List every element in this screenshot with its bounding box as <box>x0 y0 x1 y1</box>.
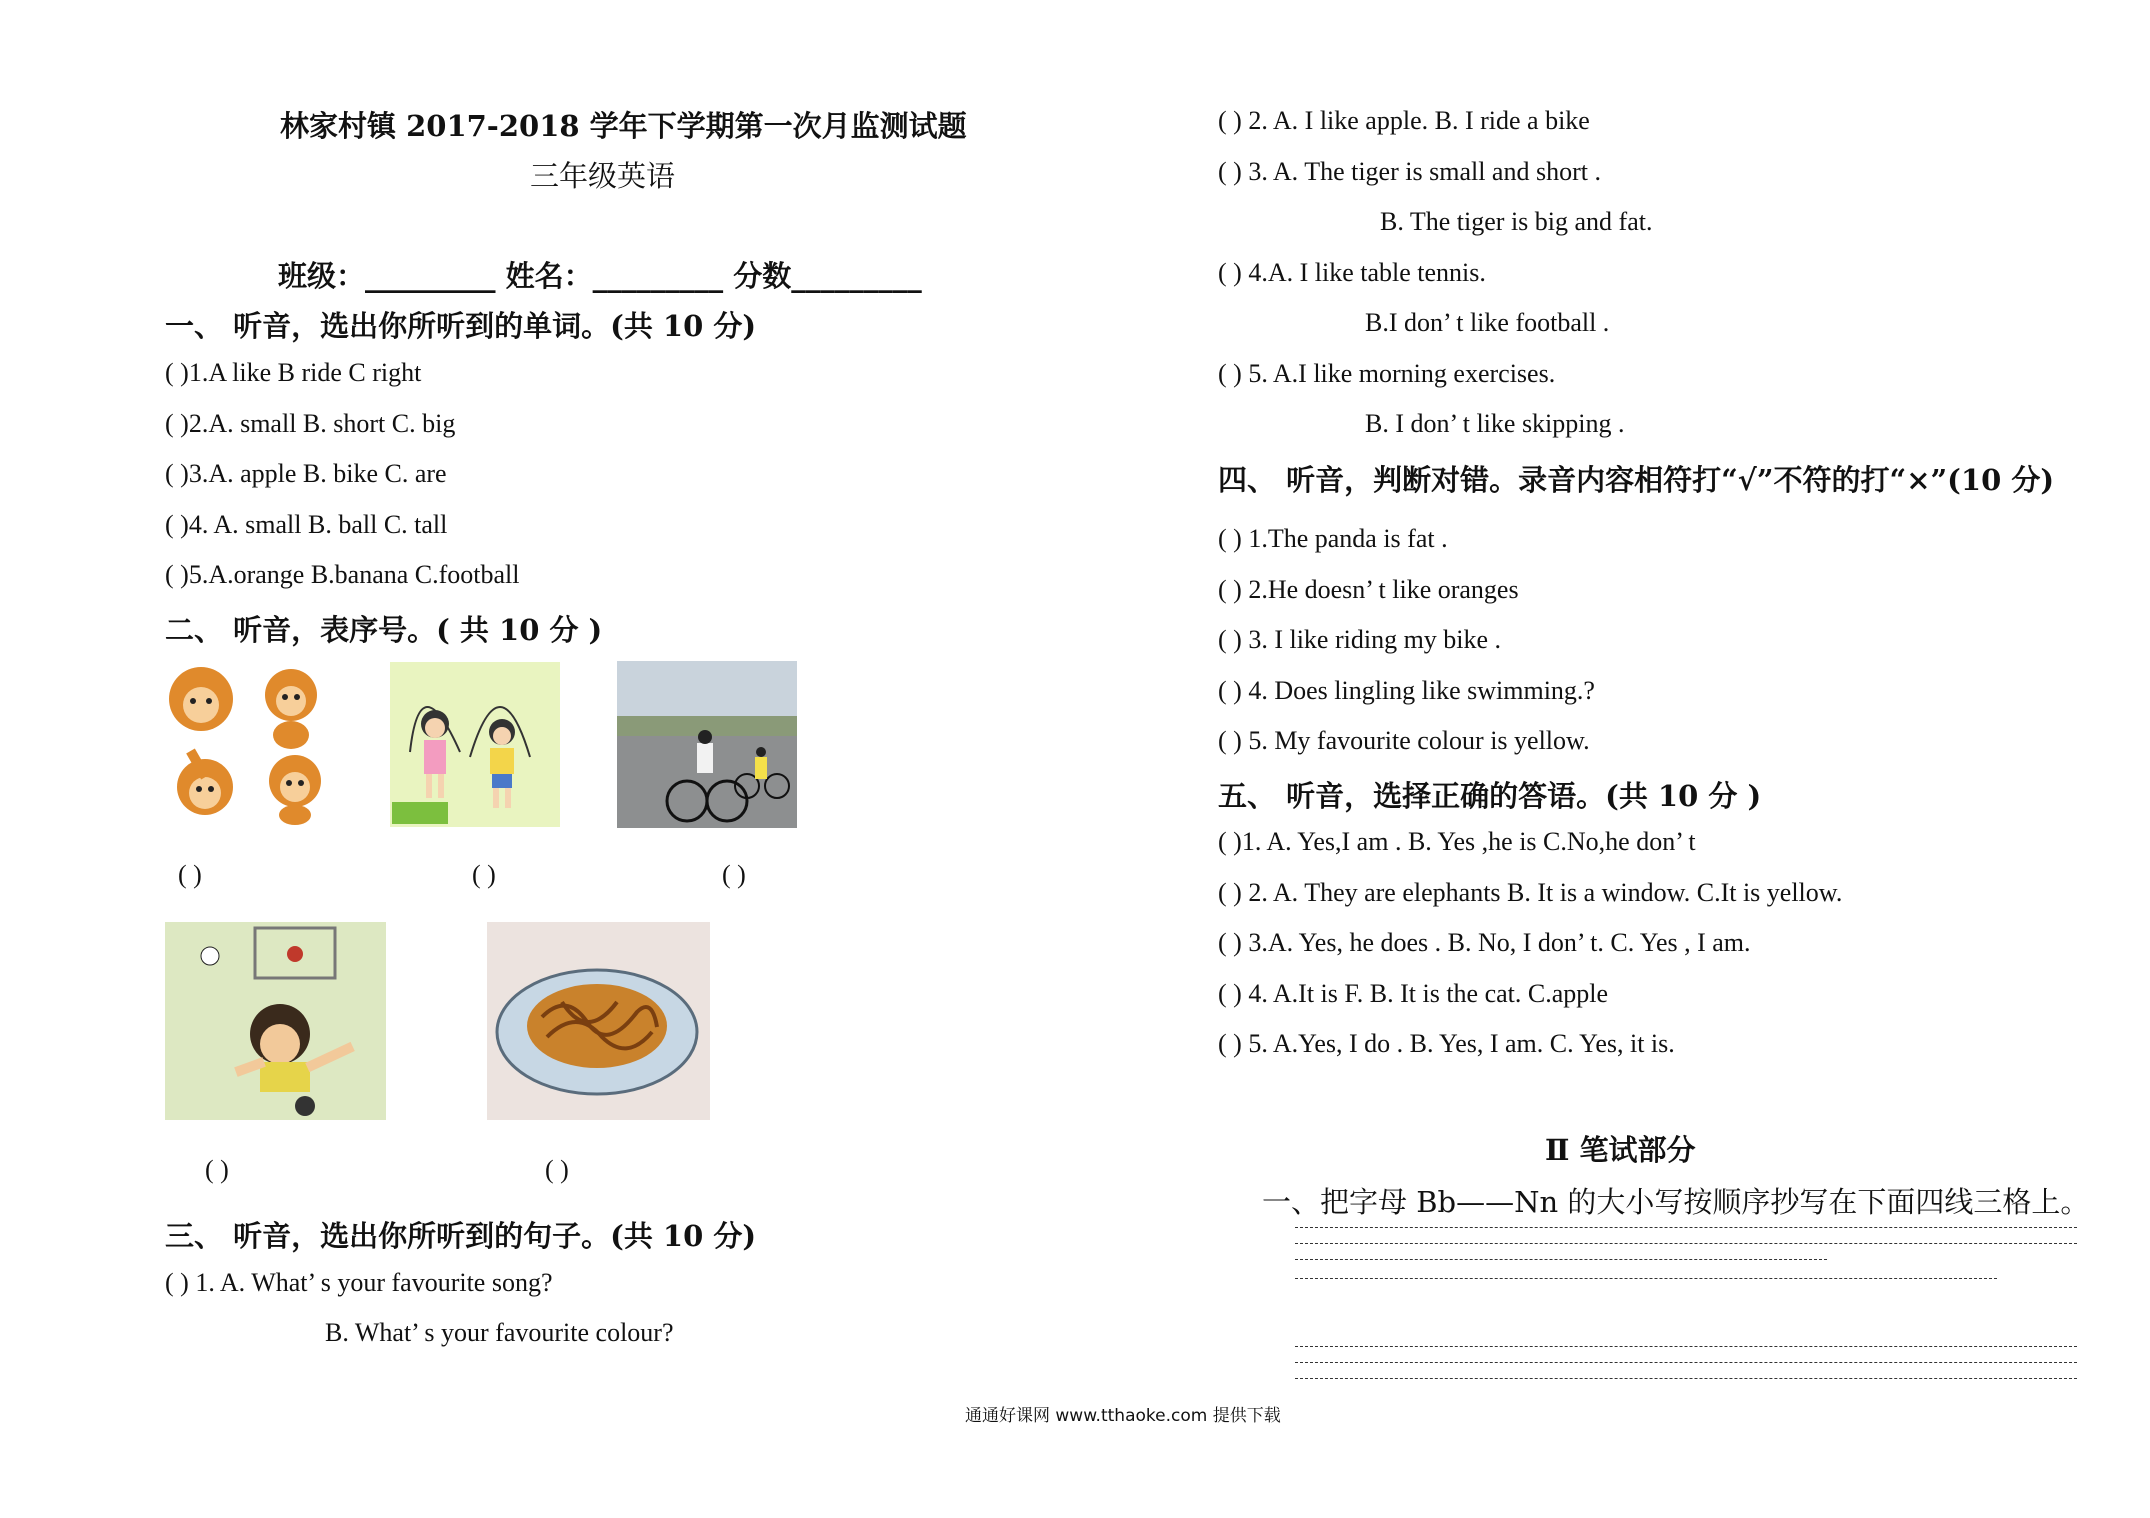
s3-item-4-b: B.I don’ t like football . <box>1365 308 1610 337</box>
written-instruction: 一、把字母 Bb——Nn 的大小写按顺序抄写在下面四线三格上。 <box>1262 1185 2090 1219</box>
s3-item-5-b: B. I don’ t like skipping . <box>1365 409 1625 438</box>
s5-item-2: ( ) 2. A. They are elephants B. It is a window. C.It is yellow. <box>1218 878 1843 907</box>
s5-item-3: ( ) 3.A. Yes, he does . B. No, I don’ t. C. Yes , I am. <box>1218 928 1751 957</box>
s4-item-3: ( ) 3. I like riding my bike . <box>1218 625 1502 654</box>
cycling-photo <box>617 661 797 828</box>
s3-item-4-a: ( ) 4.A. I like table tennis. <box>1218 258 1486 287</box>
section4-heading: 四、 听音，判断对错。录音内容相符打“√”不符的打“×”(10 分) <box>1218 463 2055 497</box>
monkey-icon <box>177 749 233 815</box>
s5-item-4: ( ) 4. A.It is F. B. It is the cat. C.apple <box>1218 979 1609 1008</box>
s2-blank-5[interactable]: ( ) <box>545 1155 569 1184</box>
exam-title: 林家村镇 2017-2018 学年下学期第一次月监测试题 <box>280 109 967 143</box>
student-info-line: 班级：_________ 姓名：_________ 分数_________ <box>278 259 922 293</box>
s3-item-3-a: ( ) 3. A. The tiger is small and short . <box>1218 157 1601 186</box>
monkey-icon <box>169 667 233 731</box>
section3-heading: 三、 听音，选出你所听到的句子。(共 10 分) <box>165 1219 757 1253</box>
skipping-rope-picture <box>390 662 560 827</box>
s1-item-5: ( )5.A.orange B.banana C.football <box>165 560 520 589</box>
s1-item-1: ( )1.A like B ride C right <box>165 358 422 387</box>
monkeys-picture <box>163 657 335 827</box>
s3-item-2: ( ) 2. A. I like apple. B. I ride a bike <box>1218 106 1590 135</box>
exam-subtitle: 三年级英语 <box>530 159 676 193</box>
s3-item-1-b: B. What’ s your favourite colour? <box>325 1318 674 1347</box>
s1-item-2: ( )2.A. small B. short C. big <box>165 409 456 438</box>
s5-item-5: ( ) 5. A.Yes, I do . B. Yes, I am. C. Yes, it is. <box>1218 1029 1675 1058</box>
s3-item-3-b: B. The tiger is big and fat. <box>1380 207 1653 236</box>
section2-heading: 二、 听音，表序号。( 共 10 分 ) <box>165 613 603 647</box>
noodles-picture <box>487 922 710 1120</box>
s1-item-3: ( )3.A. apple B. bike C. are <box>165 459 447 488</box>
s2-blank-4[interactable]: ( ) <box>205 1155 229 1184</box>
s2-blank-1[interactable]: ( ) <box>178 860 202 889</box>
s2-blank-3[interactable]: ( ) <box>722 860 746 889</box>
s4-item-5: ( ) 5. My favourite colour is yellow. <box>1218 726 1590 755</box>
monkey-icon <box>265 669 317 749</box>
s3-item-5-a: ( ) 5. A.I like morning exercises. <box>1218 359 1556 388</box>
s1-item-4: ( )4. A. small B. ball C. tall <box>165 510 448 539</box>
s4-item-2: ( ) 2.He doesn’ t like oranges <box>1218 575 1519 604</box>
section5-heading: 五、 听音，选择正确的答语。(共 10 分 ) <box>1218 779 1762 813</box>
s2-blank-2[interactable]: ( ) <box>472 860 496 889</box>
footer-credit: 通通好课网 www.tthaoke.com 提供下载 <box>965 1406 1281 1426</box>
written-part-heading: Ⅱ 笔试部分 <box>1545 1133 1696 1167</box>
s4-item-1: ( ) 1.The panda is fat . <box>1218 524 1448 553</box>
s5-item-1: ( )1. A. Yes,I am . B. Yes ,he is C.No,he don’ t <box>1218 827 1696 856</box>
football-picture <box>165 922 386 1120</box>
s4-item-4: ( ) 4. Does lingling like swimming.? <box>1218 676 1595 705</box>
monkey-icon <box>269 755 321 825</box>
section1-heading: 一、 听音，选出你所听到的单词。(共 10 分) <box>165 309 757 343</box>
s3-item-1-a: ( ) 1. A. What’ s your favourite song? <box>165 1268 553 1297</box>
